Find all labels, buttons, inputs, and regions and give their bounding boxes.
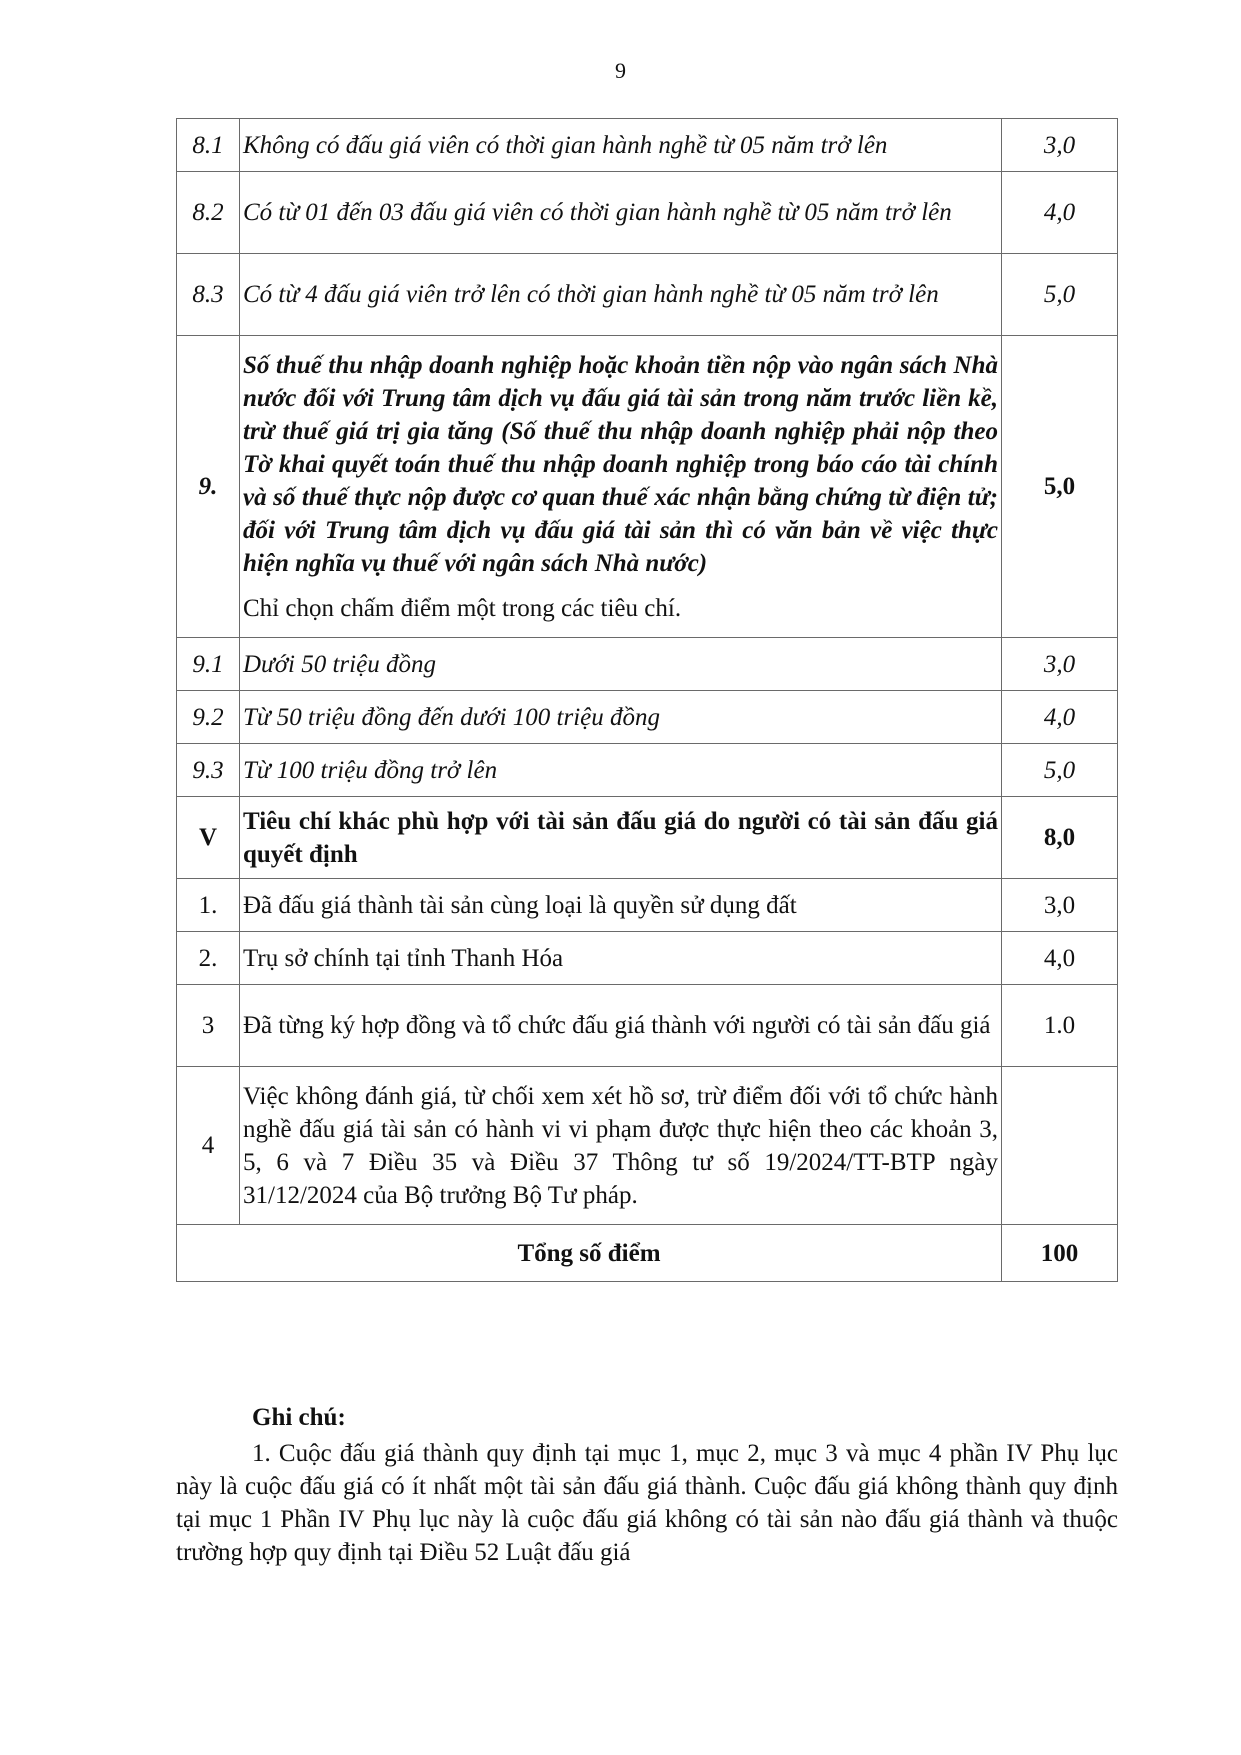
criterion-points [1002, 1067, 1118, 1225]
criterion-points: 4,0 [1002, 172, 1118, 254]
row-number: 4 [177, 1067, 240, 1225]
table-row [177, 797, 1118, 879]
total-label: Tổng số điểm [177, 1225, 1002, 1282]
criterion-note: Chỉ chọn chấm điểm một trong các tiêu chí. [243, 594, 682, 622]
criterion-text: Trụ sở chính tại tỉnh Thanh Hóa [240, 932, 1002, 985]
notes-paragraph: 1. Cuộc đấu giá thành quy định tại mục 1, mục 2, mục 3 và mục 4 phần IV Phụ lục này là cuộc đấu giá có ít nhất một tài sản đấu giá thành. Cuộc đấu giá không thành quy định tại mục 1 Phần IV Phụ lục này là cuộc đấu giá không có tài sản nào đấu giá thành và thuộc trường hợp quy định tại Điều 52 Luật đấu giá [176, 1440, 1118, 1566]
criterion-text: Không có đấu giá viên có thời gian hành nghề từ 05 năm trở lên [240, 119, 1002, 172]
row-number: 3 [177, 985, 240, 1067]
row-number: V [177, 797, 240, 879]
table-row [177, 879, 1118, 932]
criterion-points: 5,0 [1002, 744, 1118, 797]
table-row [177, 985, 1118, 1067]
criterion-text: Từ 50 triệu đồng đến dưới 100 triệu đồng [240, 691, 1002, 744]
criterion-points: 5,0 [1002, 254, 1118, 336]
table-row [177, 1067, 1118, 1225]
criterion-points: 3,0 [1002, 119, 1118, 172]
criterion-text: Có từ 4 đấu giá viên trở lên có thời gian hành nghề từ 05 năm trở lên [240, 254, 1002, 336]
row-number: 8.1 [177, 119, 240, 172]
row-number: 9. [177, 336, 240, 638]
row-number: 8.3 [177, 254, 240, 336]
row-number: 9.2 [177, 691, 240, 744]
row-number: 9.3 [177, 744, 240, 797]
criterion-points: 4,0 [1002, 932, 1118, 985]
criterion-text: Đã đấu giá thành tài sản cùng loại là quyền sử dụng đất [240, 879, 1002, 932]
table-row [177, 119, 1118, 172]
row-number: 2. [177, 932, 240, 985]
table-row [177, 744, 1118, 797]
scoring-table [176, 118, 1118, 1282]
table-row [177, 172, 1118, 254]
table-row [177, 932, 1118, 985]
criterion-text: Từ 100 triệu đồng trở lên [240, 744, 1002, 797]
criterion-points: 3,0 [1002, 638, 1118, 691]
criterion-points: 5,0 [1002, 336, 1118, 638]
table-row [177, 691, 1118, 744]
table-row [177, 638, 1118, 691]
page-number: 9 [615, 58, 626, 83]
criterion-points: 1.0 [1002, 985, 1118, 1067]
criterion-points: 4,0 [1002, 691, 1118, 744]
total-points: 100 [1002, 1225, 1118, 1282]
row-number: 8.2 [177, 172, 240, 254]
criterion-text: Có từ 01 đến 03 đấu giá viên có thời gian hành nghề từ 05 năm trở lên [240, 172, 1002, 254]
total-row [177, 1225, 1118, 1282]
criterion-points: 8,0 [1002, 797, 1118, 879]
criterion-cell [240, 336, 1002, 638]
criterion-text: Việc không đánh giá, từ chối xem xét hồ sơ, trừ điểm đối với tổ chức hành nghề đấu giá tài sản có hành vi vi phạm được thực hiện theo các khoản 3, 5, 6 và 7 Điều 35 và Điều 37 Thông tư số 19/2024/TT-BTP ngày 31/12/2024 của Bộ trưởng Bộ Tư pháp. [240, 1067, 1002, 1225]
criterion-points: 3,0 [1002, 879, 1118, 932]
criterion-text: Tiêu chí khác phù hợp với tài sản đấu giá do người có tài sản đấu giá quyết định [240, 797, 1002, 879]
row-number: 9.1 [177, 638, 240, 691]
notes-title: Ghi chú: [252, 1404, 346, 1431]
notes-section [176, 1401, 1118, 1569]
criterion-text: Dưới 50 triệu đồng [240, 638, 1002, 691]
criterion-text: Đã từng ký hợp đồng và tổ chức đấu giá thành với người có tài sản đấu giá [240, 985, 1002, 1067]
table-row [177, 336, 1118, 638]
row-number: 1. [177, 879, 240, 932]
criterion-text: Số thuế thu nhập doanh nghiệp hoặc khoản tiền nộp vào ngân sách Nhà nước đối với Trung tâm dịch vụ đấu giá tài sản trong năm trước liền kề, trừ thuế giá trị gia tăng (Số thuế thu nhập doanh nghiệp phải nộp theo Tờ khai quyết toán thuế thu nhập doanh nghiệp trong báo cáo tài chính và số thuế thực nộp được cơ quan thuế xác nhận bằng chứng từ điện tử; đối với Trung tâm dịch vụ đấu giá tài sản thì có văn bản về việc thực hiện nghĩa vụ thuế với ngân sách Nhà nước) [243, 351, 998, 577]
table-row [177, 254, 1118, 336]
